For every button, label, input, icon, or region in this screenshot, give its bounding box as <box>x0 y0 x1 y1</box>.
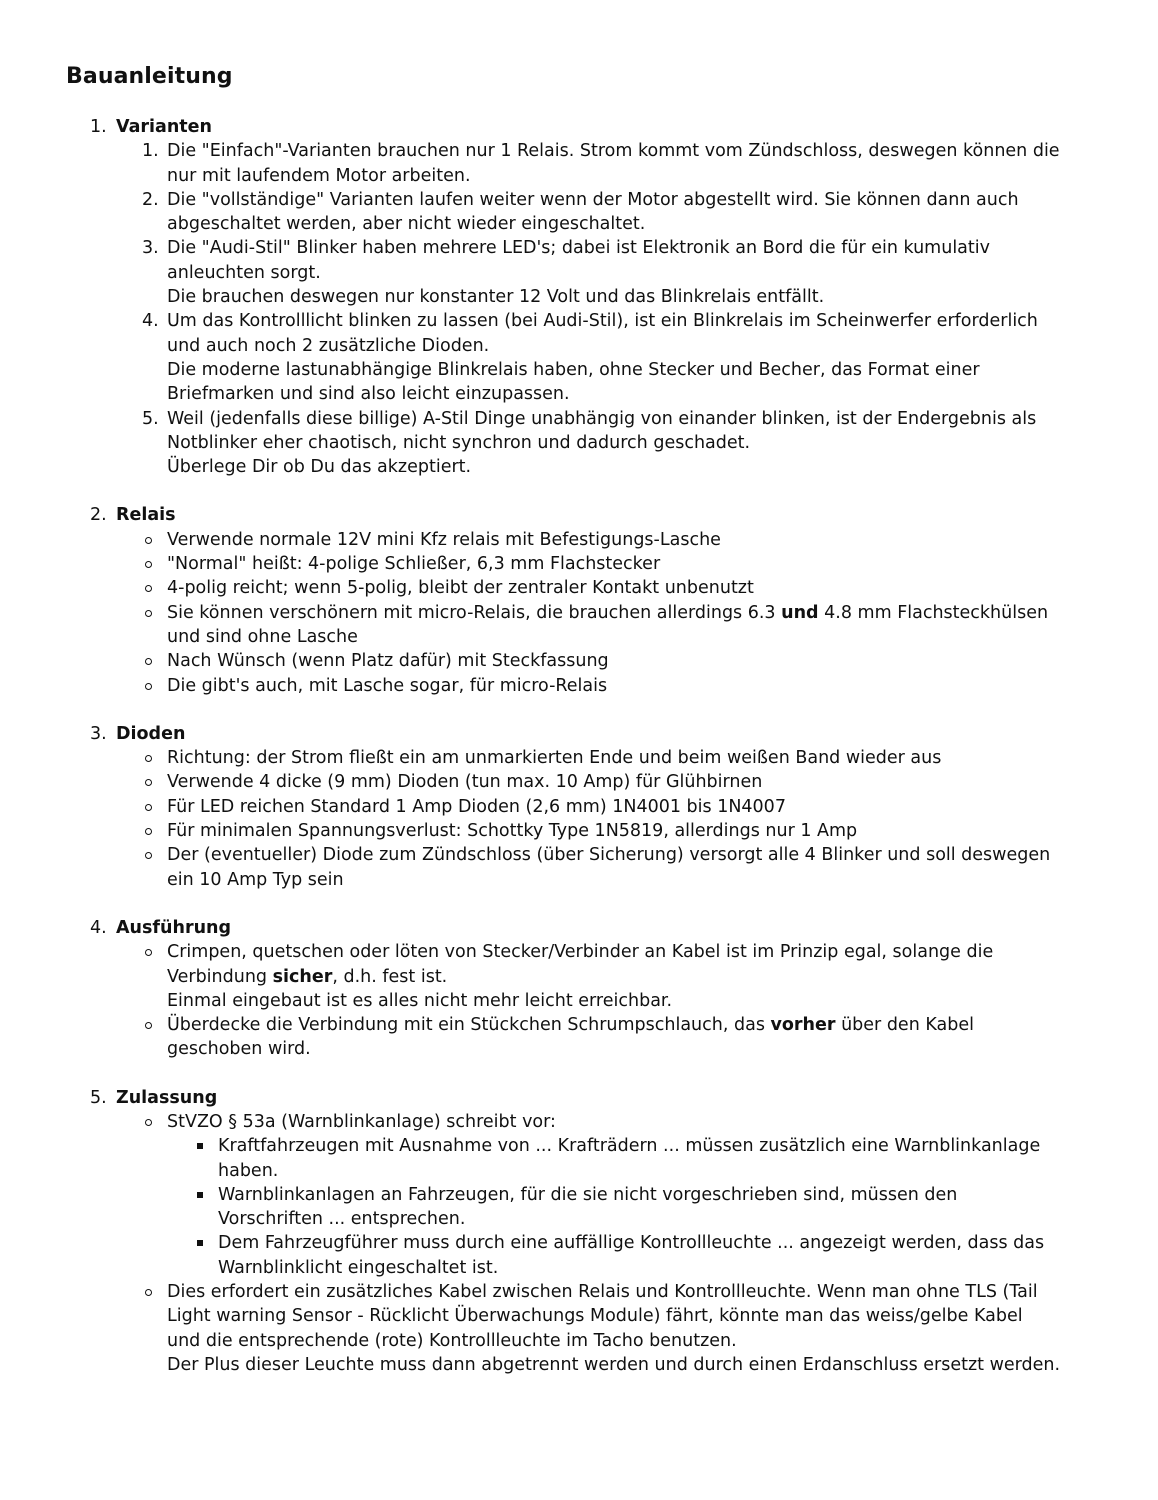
text-line: Dem Fahrzeugführer muss durch eine auffällige Kontrollleuchte ... angezeigt werden, dass das <box>218 1233 1045 1254</box>
text-line: und sind ohne Lasche <box>167 626 358 647</box>
list-item <box>66 746 1126 770</box>
circle-bullet-icon <box>145 1119 152 1126</box>
section-title: Relais <box>116 505 176 526</box>
text-line: Kraftfahrzeugen mit Ausnahme von ... Krafträdern ... müssen zusätzlich eine Warnblinkanlage <box>218 1136 1041 1157</box>
text-line: und auch noch 2 zusätzliche Dioden. <box>167 335 490 356</box>
text-line: Verwende normale 12V mini Kfz relais mit Befestigungs-Lasche <box>167 529 721 550</box>
circle-bullet-icon <box>145 804 152 811</box>
list-item <box>66 528 1126 552</box>
text-line: und die entsprechende (rote) Kontrollleuchte im Tacho benutzen. <box>167 1330 737 1351</box>
list-number: 2. <box>142 189 159 210</box>
text-line: Für LED reichen Standard 1 Amp Dioden (2,6 mm) 1N4001 bis 1N4007 <box>167 796 786 817</box>
circle-bullet-icon <box>145 1022 152 1029</box>
text-line <box>167 965 1126 989</box>
text-span: Sie können verschönern mit micro-Relais, die brauchen allerdings 6.3 <box>167 602 782 623</box>
page-title: Bauanleitung <box>66 64 233 89</box>
list-item <box>66 188 1126 237</box>
list-item <box>66 1013 1126 1062</box>
text-line: "Normal" heißt: 4-polige Schließer, 6,3 mm Flachstecker <box>167 554 661 575</box>
list-item <box>66 309 1126 406</box>
section-heading <box>66 916 1126 940</box>
document-page <box>66 64 1126 1401</box>
text-line: Nach Wünsch (wenn Platz dafür) mit Steckfassung <box>167 651 609 672</box>
circle-bullet-icon <box>145 852 152 859</box>
nested-list-item <box>66 1134 1126 1183</box>
text-line: Crimpen, quetschen oder löten von Stecker/Verbinder an Kabel ist im Prinzip egal, solange die <box>167 942 994 963</box>
circle-bullet-icon <box>145 1289 152 1296</box>
list-item <box>66 552 1126 576</box>
text-line: Richtung: der Strom fließt ein am unmarkierten Ende und beim weißen Band wieder aus <box>167 748 942 769</box>
section-relais <box>66 503 1126 697</box>
square-bullet-icon <box>197 1192 203 1198</box>
section-title: Ausführung <box>116 917 232 938</box>
section-number: 5. <box>90 1087 107 1108</box>
bullet-list <box>66 746 1126 892</box>
circle-bullet-icon <box>145 585 152 592</box>
text-span: , d.h. fest ist. <box>332 966 448 987</box>
text-line: abgeschaltet werden, aber nicht wieder eingeschaltet. <box>167 214 646 235</box>
list-number: 5. <box>142 408 159 429</box>
bold-text: vorher <box>770 1015 836 1036</box>
list-item <box>66 649 1126 673</box>
section-number: 4. <box>90 917 107 938</box>
list-item <box>66 795 1126 819</box>
circle-bullet-icon <box>145 828 152 835</box>
text-line: anleuchten sorgt. <box>167 262 321 283</box>
text-line: Warnblinklicht eingeschaltet ist. <box>218 1257 499 1278</box>
text-line <box>167 601 1126 625</box>
text-span: 4.8 mm Flachsteckhülsen <box>818 602 1049 623</box>
section-heading <box>66 722 1126 746</box>
list-item <box>66 601 1126 650</box>
circle-bullet-icon <box>145 610 152 617</box>
text-line: Die "Einfach"-Varianten brauchen nur 1 Relais. Strom kommt vom Zündschloss, deswegen können die <box>167 141 1060 162</box>
section-number: 3. <box>90 723 107 744</box>
text-line: Um das Kontrolllicht blinken zu lassen (bei Audi-Stil), ist ein Blinkrelais im Scheinwerfer erforderlich <box>167 311 1038 332</box>
list-number: 3. <box>142 238 159 259</box>
circle-bullet-icon <box>145 561 152 568</box>
bullet-list <box>66 1110 1126 1377</box>
text-line: Dies erfordert ein zusätzliches Kabel zwischen Relais und Kontrollleuchte. Wenn man ohne TLS (Tail <box>167 1282 1038 1303</box>
text-line: Für minimalen Spannungsverlust: Schottky Type 1N5819, allerdings nur 1 Amp <box>167 821 858 842</box>
circle-bullet-icon <box>145 658 152 665</box>
list-number: 4. <box>142 311 159 332</box>
list-item <box>66 407 1126 480</box>
text-line: Weil (jedenfalls diese billige) A-Stil Dinge unabhängig von einander blinken, ist der Endergebnis als <box>167 408 1037 429</box>
text-line: Light warning Sensor - Rücklicht Überwachungs Module) fährt, könnte man das weiss/gelbe Kabel <box>167 1306 1023 1327</box>
section-title: Dioden <box>116 723 186 744</box>
text-line: Briefmarken und sind also leicht einzupassen. <box>167 384 570 405</box>
section-number: 2. <box>90 505 107 526</box>
section-title: Zulassung <box>116 1087 218 1108</box>
text-line: 4-polig reicht; wenn 5-polig, bleibt der zentraler Kontakt unbenutzt <box>167 578 754 599</box>
text-span: Überdecke die Verbindung mit ein Stückchen Schrumpschlauch, das <box>167 1015 771 1036</box>
list-item <box>66 819 1126 843</box>
bold-text: und <box>781 602 819 623</box>
text-span: Verbindung <box>167 966 273 987</box>
nested-list-item <box>66 1183 1126 1232</box>
square-bullet-icon <box>197 1240 203 1246</box>
text-line: Der Plus dieser Leuchte muss dann abgetrennt werden und durch einen Erdanschluss ersetzt werden. <box>167 1354 1061 1375</box>
text-line: Überlege Dir ob Du das akzeptiert. <box>167 457 472 478</box>
text-span: über den Kabel <box>835 1015 974 1036</box>
circle-bullet-icon <box>145 537 152 544</box>
text-line <box>167 1013 1126 1037</box>
text-line: Notblinker eher chaotisch, nicht synchron und dadurch geschadet. <box>167 432 751 453</box>
text-line: Verwende 4 dicke (9 mm) Dioden (tun max. 10 Amp) für Glühbirnen <box>167 772 763 793</box>
list-number: 1. <box>142 141 159 162</box>
list-item <box>66 674 1126 698</box>
text-line: Die "vollständige" Varianten laufen weiter wenn der Motor abgestellt wird. Sie können dann auch <box>167 189 1019 210</box>
section-dioden <box>66 722 1126 892</box>
square-bullet-icon <box>197 1143 203 1149</box>
text-line: Die brauchen deswegen nur konstanter 12 Volt und das Blinkrelais entfällt. <box>167 287 825 308</box>
text-line: Vorschriften ... entsprechen. <box>218 1209 466 1230</box>
list-item <box>66 139 1126 188</box>
numbered-list <box>66 139 1126 479</box>
text-line: StVZO § 53a (Warnblinkanlage) schreibt vor: <box>167 1111 556 1132</box>
text-line: Der (eventueller) Diode zum Zündschloss (über Sicherung) versorgt alle 4 Blinker und soll deswegen <box>167 845 1051 866</box>
circle-bullet-icon <box>145 683 152 690</box>
list-item <box>66 576 1126 600</box>
section-heading <box>66 115 1126 139</box>
circle-bullet-icon <box>145 949 152 956</box>
list-item <box>66 770 1126 794</box>
section-ausfuehrung <box>66 916 1126 1062</box>
text-line: Die moderne lastunabhängige Blinkrelais haben, ohne Stecker und Becher, das Format einer <box>167 359 980 380</box>
bold-text: sicher <box>272 966 333 987</box>
text-line: Einmal eingebaut ist es alles nicht mehr leicht erreichbar. <box>167 990 673 1011</box>
text-line: haben. <box>218 1160 279 1181</box>
list-item <box>66 1280 1126 1377</box>
section-heading <box>66 503 1126 527</box>
text-line: Warnblinkanlagen an Fahrzeugen, für die sie nicht vorgeschrieben sind, müssen den <box>218 1184 958 1205</box>
circle-bullet-icon <box>145 779 152 786</box>
list-item <box>66 236 1126 309</box>
bullet-list <box>66 528 1126 698</box>
list-item <box>66 843 1126 892</box>
nested-list-item <box>66 1231 1126 1280</box>
text-line: Die "Audi-Stil" Blinker haben mehrere LED's; dabei ist Elektronik an Bord die für ein kumulativ <box>167 238 990 259</box>
list-item <box>66 940 1126 1013</box>
section-number: 1. <box>90 117 107 137</box>
section-heading <box>66 1086 1126 1110</box>
section-title: Varianten <box>116 117 212 137</box>
list-item <box>66 1110 1126 1134</box>
circle-bullet-icon <box>145 755 152 762</box>
section-zulassung <box>66 1086 1126 1378</box>
text-line: geschoben wird. <box>167 1039 311 1060</box>
text-line: ein 10 Amp Typ sein <box>167 869 344 890</box>
text-line: Die gibt's auch, mit Lasche sogar, für micro-Relais <box>167 675 608 696</box>
bullet-list <box>66 940 1126 1061</box>
text-line: nur mit laufendem Motor arbeiten. <box>167 165 471 186</box>
section-varianten <box>66 115 1126 479</box>
